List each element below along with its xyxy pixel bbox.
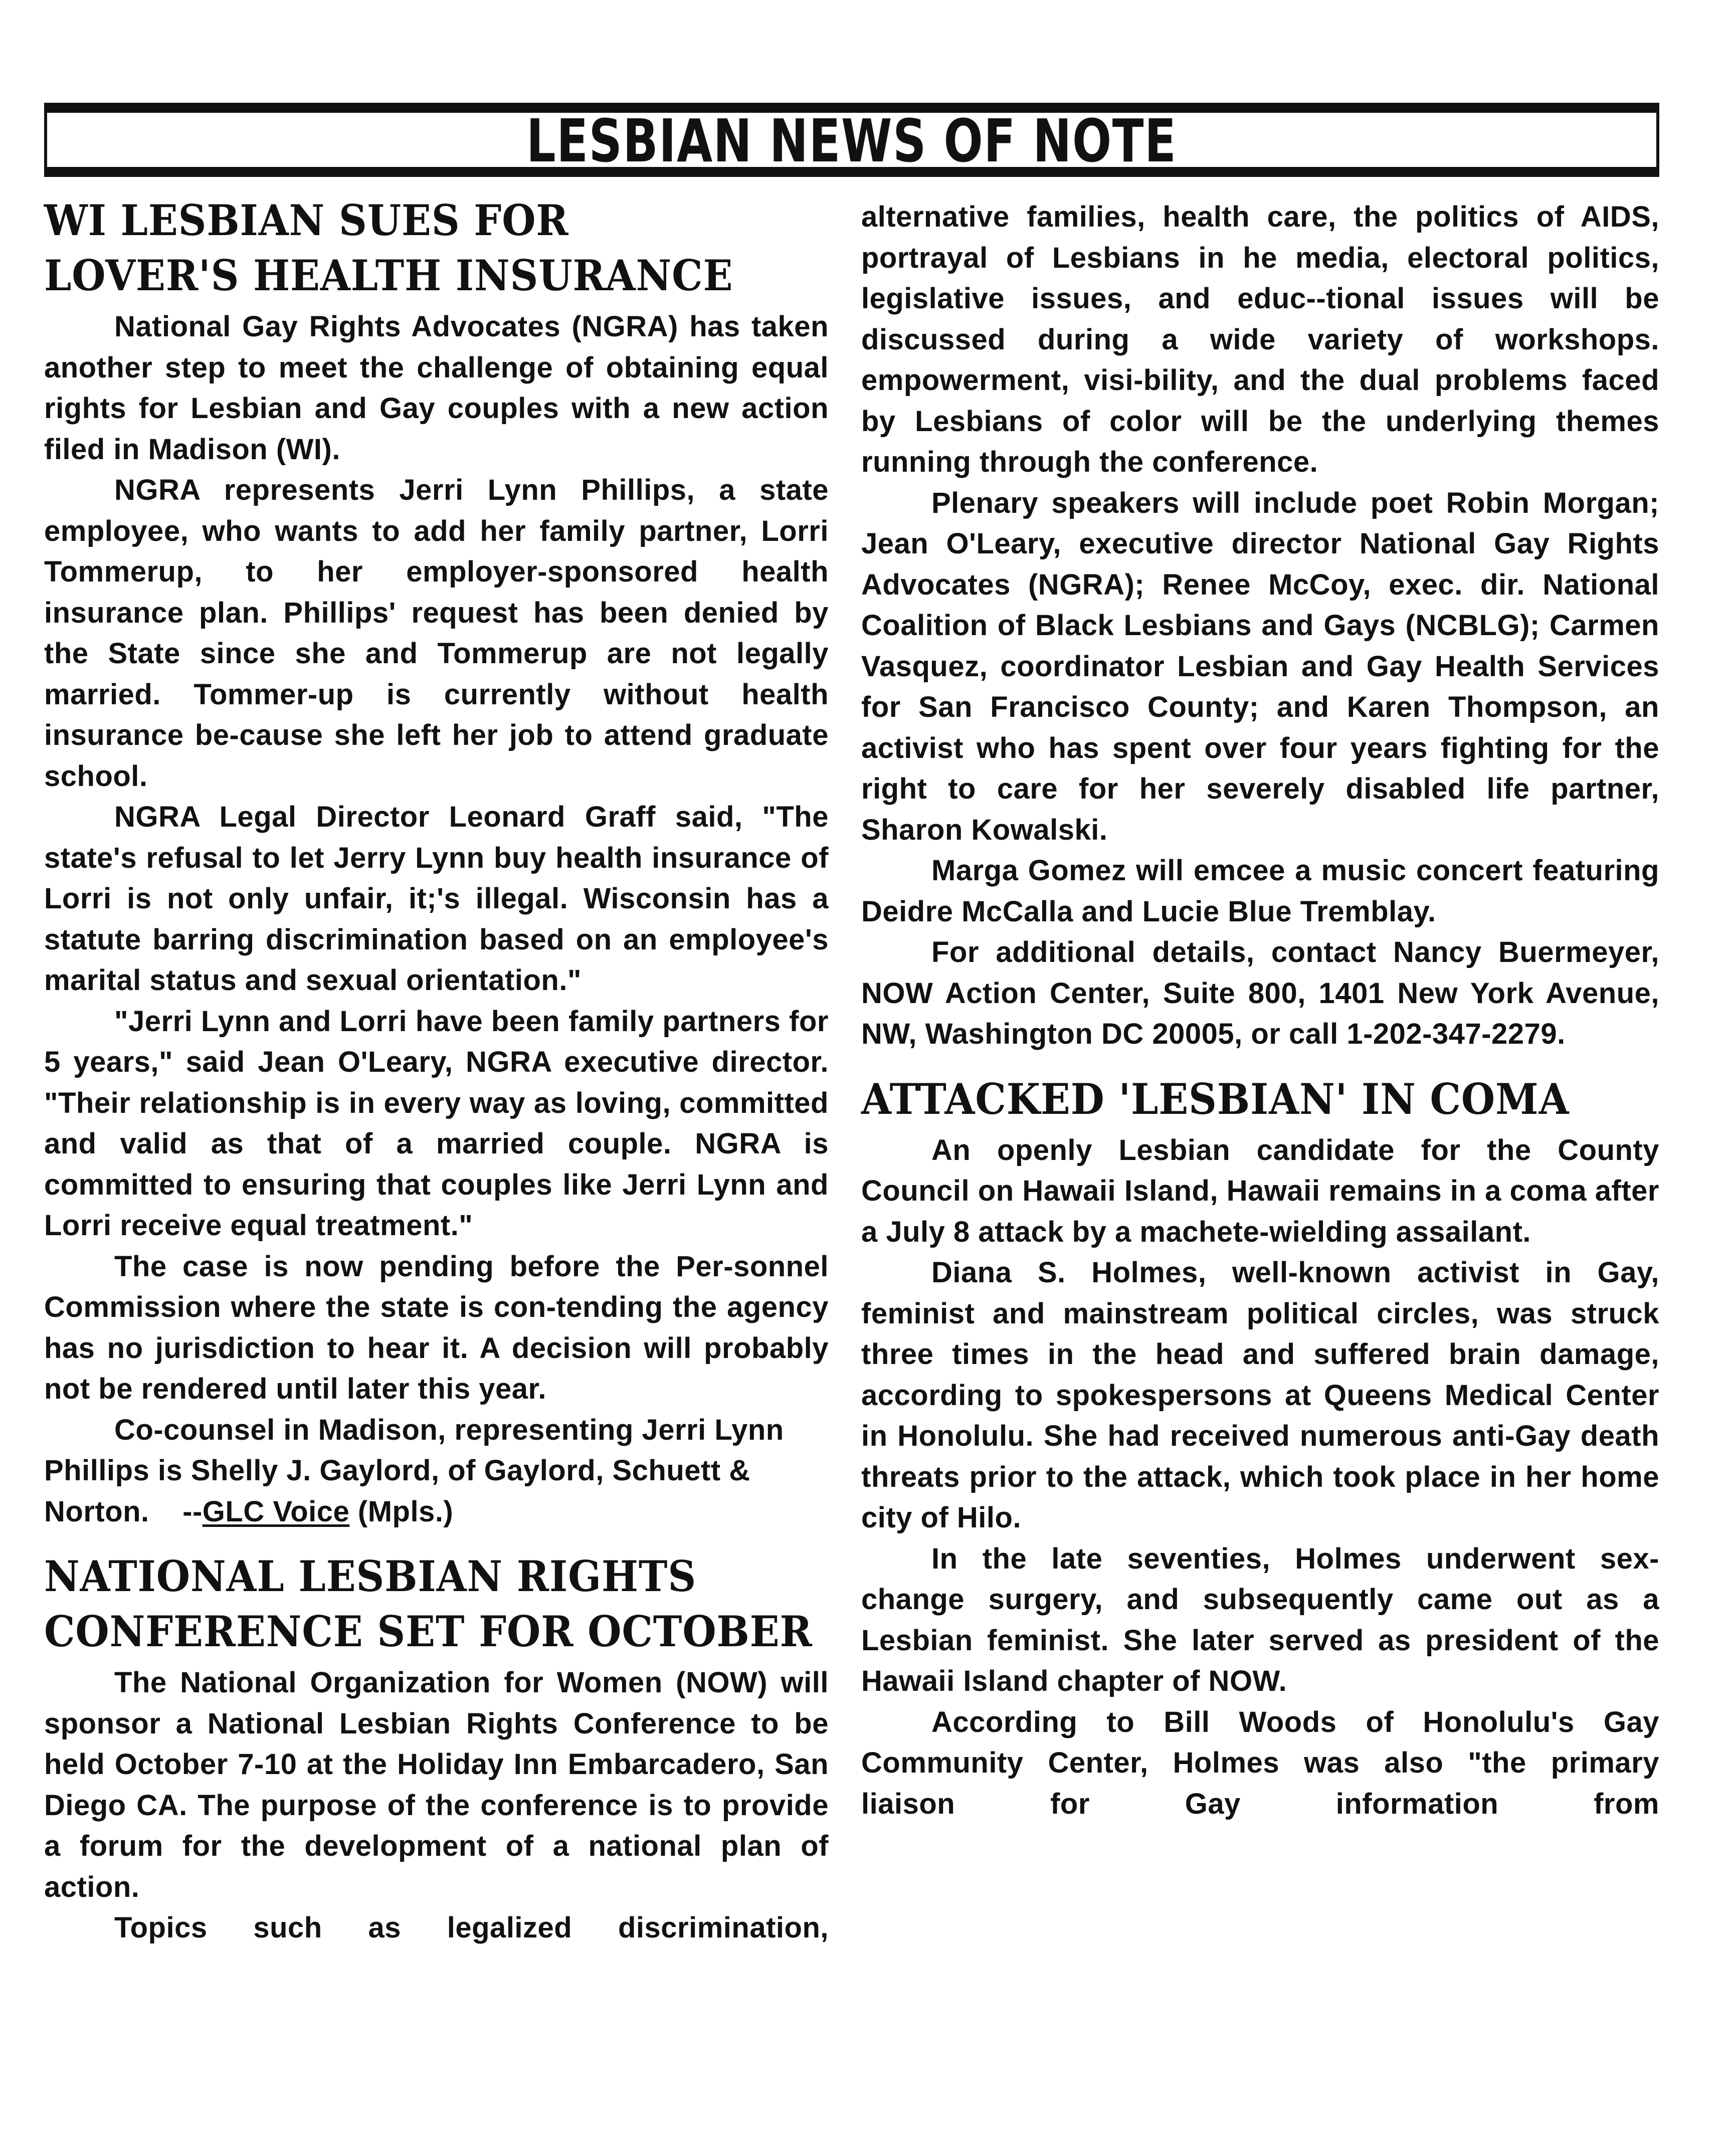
headline-line: WI LESBIAN SUES FOR	[44, 196, 569, 245]
article-national-lesbian-rights-conference	[44, 1549, 829, 1949]
headline-line: LOVER'S HEALTH INSURANCE	[44, 251, 733, 300]
article-paragraph: NGRA represents Jerri Lynn Phillips, a state employee, who wants to add her family partner, Lorri Tommerup, to her employer-sponsored health insurance plan. Phillips' request has been denied by the State since she and Tommerup are not legally married. Tommer-up is currently without health insurance be-cause she left her job to attend graduate school.	[44, 474, 829, 793]
article-paragraph: alternative families, health care, the politics of AIDS, portrayal of Lesbians in he media, electoral politics, legislative issues, and educ--tional issues will be discussed during a wide variety of workshops. empowerment, visi-bility, and the dual problems faced by Lesbians of color will be the underlying themes running through the conference.	[861, 201, 1659, 478]
article-attacked-lesbian-in-coma	[861, 1072, 1659, 1825]
article-paragraph: The National Organization for Women (NOW) will sponsor a National Lesbian Rights Conference to be held October 7-10 at the Holiday Inn Embarcadero, San Diego CA. The purpose of the conference is to provide a forum for the development of a national plan of action.	[44, 1666, 829, 1903]
article-paragraph: NGRA Legal Director Leonard Graff said, "The state's refusal to let Jerry Lynn buy health insurance of Lorri is not only unfair, it;'s illegal. Wisconsin has a statute barring discrimination based on an employee's marital status and sexual orientation."	[44, 801, 829, 997]
headline-line: CONFERENCE SET FOR OCTOBER	[44, 1607, 813, 1656]
article-headline	[44, 193, 829, 303]
article-wi-lesbian-sues	[44, 193, 829, 1532]
article-paragraph: Plenary speakers will include poet Robin Morgan; Jean O'Leary, executive director National Gay Rights Advocates (NGRA); Renee McCoy, exec. dir. National Coalition of Black Lesbians and Gays (NCBLG); Carmen Vasquez, coordinator Lesbian and Gay Health Services for San Francisco County; and Karen Thompson, an activist who has spent over four years fighting for the right to care for her severely disabled life partner, Sharon Kowalski.	[861, 486, 1659, 846]
headline-line: ATTACKED 'LESBIAN' IN COMA	[861, 1074, 1570, 1124]
article-paragraph: In the late seventies, Holmes underwent sex-change surgery, and subsequently came out as a Lesbian feminist. She later served as president of the Hawaii Island chapter of NOW.	[861, 1542, 1659, 1697]
headline-line: NATIONAL LESBIAN RIGHTS	[44, 1551, 697, 1601]
article-paragraph: "Jerri Lynn and Lorri have been family partners for 5 years," said Jean O'Leary, NGRA executive director. "Their relationship is in every way as loving, committed and valid as that of a married couple. NGRA is committed to ensuring that couples like Jerri Lynn and Lorri receive equal treatment."	[44, 1005, 829, 1242]
left-column	[44, 193, 829, 1949]
article-conference-continued	[861, 197, 1659, 1055]
article-paragraph: An openly Lesbian candidate for the County Council on Hawaii Island, Hawaii remains in a coma after a July 8 attack by a machete-wielding assailant.	[861, 1133, 1659, 1248]
article-paragraph: According to Bill Woods of Honolulu's Gay Community Center, Holmes was also "the primary liaison for Gay information from	[861, 1705, 1659, 1820]
article-paragraph: Diana S. Holmes, well-known activist in Gay, feminist and mainstream political circles, was struck three times in the head and suffered brain damage, according to spokespersons at Queens Medical Center in Honolulu. She had received numerous anti-Gay death threats prior to the attack, which took place in her home city of Hilo.	[861, 1256, 1659, 1534]
article-paragraph: National Gay Rights Advocates (NGRA) has taken another step to meet the challenge of obtaining equal rights for Lesbian and Gay couples with a new action filed in Madison (WI).	[44, 310, 829, 466]
article-paragraph: Topics such as legalized discrimination,	[114, 1911, 829, 1944]
article-headline	[861, 1072, 1659, 1127]
source-publication: GLC Voice	[202, 1495, 350, 1528]
closing-text: Co-counsel in Madison, representing Jerri Lynn Phillips is Shelly J. Gaylord, of Gaylord, Schuett & Norton.	[44, 1413, 784, 1528]
right-column	[861, 197, 1659, 1824]
article-paragraph: Marga Gomez will emcee a music concert featuring Deidre McCalla and Lucie Blue Tremblay.	[861, 854, 1659, 928]
article-closing-paragraph	[44, 1410, 829, 1532]
section-banner	[44, 103, 1659, 177]
banner-title: LESBIAN NEWS OF NOTE	[526, 106, 1177, 175]
article-paragraph: For additional details, contact Nancy Buermeyer, NOW Action Center, Suite 800, 1401 New York Avenue, NW, Washington DC 20005, or call 1-202-347-2279.	[861, 936, 1659, 1050]
article-headline	[44, 1549, 829, 1659]
source-prefix: --	[182, 1495, 203, 1528]
source-location: (Mpls.)	[357, 1495, 454, 1528]
article-paragraph: The case is now pending before the Per-sonnel Commission where the state is con-tending the agency has no jurisdiction to hear it. A decision will probably not be rendered until later this year.	[44, 1250, 829, 1405]
